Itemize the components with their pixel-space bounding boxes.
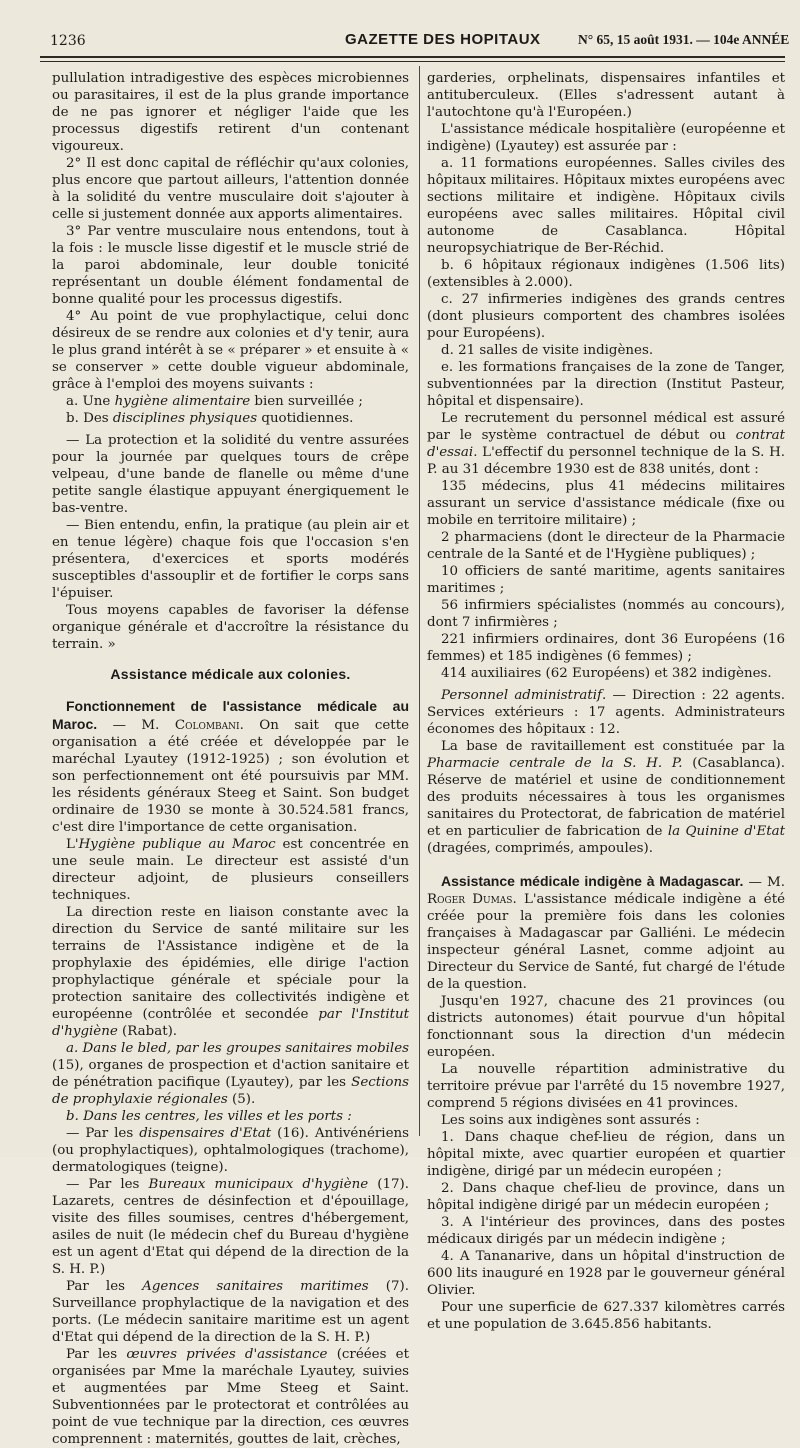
column-divider	[419, 66, 420, 1136]
paragraph: L'Hygiène publique au Maroc est concentrée en une seule main. Le directeur est assisté d'un directeur adjoint, de plusieurs conseillers techniques.	[52, 837, 409, 903]
list-item: c. 27 infirmeries indigènes des grands centres (dont plusieurs comportent des chambres isolées pour Européens).	[427, 292, 785, 341]
list-item: 56 infirmiers spécialistes (nommés au concours), dont 7 infirmières ;	[427, 598, 785, 630]
list-item: 4. A Tananarive, dans un hôpital d'instruction de 600 lits inauguré en 1928 par le gouverneur général Olivier.	[427, 1249, 785, 1298]
paragraph: b. Dans les centres, les villes et les ports :	[66, 1109, 352, 1124]
journal-title: GAZETTE DES HOPITAUX	[345, 31, 541, 48]
list-item: 3. A l'intérieur des provinces, dans des postes médicaux dirigés par un médecin indigène ;	[427, 1215, 785, 1247]
section-title: Assistance médicale aux colonies.	[110, 666, 351, 682]
list-item: 414 auxiliaires (62 Européens) et 382 indigènes.	[441, 666, 772, 681]
article-intro: Assistance médicale indigène à Madagascar. — M. Roger Dumas. L'assistance médicale indigène a été créée pour la première fois dans les colonies françaises à Madagascar par Galliéni. Le médecin inspecteur général Lasnet, comme adjoint au Directeur du Service de Santé, fut chargé de l'étude de la question.	[427, 873, 786, 992]
paragraph: — Par les dispensaires d'Etat (16). Antivénériens (ou prophylactiques), ophtalmologiques (trachome), dermatologiques (teigne).	[52, 1126, 410, 1175]
list-item: b. Des disciplines physiques quotidiennes.	[66, 411, 354, 426]
article-intro: Fonctionnement de l'assistance médicale au Maroc. — M. Colombani. On sait que cette organisation a été créée et développée par le maréchal Lyautey (1912-1925) ; son évolution et son perfectionnement ont été poursuivis par MM. les résidents généraux Steeg et Saint. Son budget ordinaire de 1930 se monte à 30.524.581 francs, c'est dire l'importance de cette organisation.	[52, 698, 409, 835]
list-item: a. Une hygiène alimentaire bien surveillée ;	[66, 394, 363, 409]
list-item: b. 6 hôpitaux régionaux indigènes (1.506 lits) (extensibles à 2.000).	[427, 258, 785, 290]
paragraph: Par les Agences sanitaires maritimes (7). Surveillance prophylactique de la navigation et des ports. (Le médecin sanitaire maritime est un agent d'Etat qui dépend de la direction de la S. H. P.)	[52, 1279, 410, 1345]
paragraph: garderies, orphelinats, dispensaires infantiles et antituberculeux. (Elles s'adressent autant à l'autochtone qu'à l'Européen.)	[427, 71, 785, 120]
issue-info: N° 65, 15 août 1931. — 104e ANNÉE	[578, 32, 790, 47]
paragraph: La direction reste en liaison constante avec la direction du Service de santé militaire sur les terrains de l'Assistance indigène et de la prophylaxie des épidémies, elle dirige l'action prophylactique générale et spéciale pour la protection sanitaire des collectivités indigène et européenne (contrôlée et secondée par l'Institut d'hygiène (Rabat).	[52, 905, 409, 1039]
paragraph: 3° Par ventre musculaire nous entendons, tout à la fois : le muscle lisse digestif et le muscle strié de la paroi abdominale, leur double tonicité représentant un double élément fondamental de bonne qualité pour les processus digestifs.	[52, 224, 409, 307]
paragraph: — Par les Bureaux municipaux d'hygiène (17). Lazarets, centres de désinfection et d'épouillage, visite des filles soumises, centres d'hébergement, asiles de nuit (le médecin chef du Bureau d'hygiène est un agent d'Etat qui dépend de la direction de la S. H. P.)	[52, 1177, 409, 1277]
paragraph: La base de ravitaillement est constituée par la Pharmacie centrale de la S. H. P. (Casablanca). Réserve de matériel et usine de conditionnement des produits nécessaires à tous les organismes sanitaires du Protectorat, de fabrication de matériel et en particulier de fabrication de la Quinine d'Etat (dragées, comprimés, ampoules).	[427, 739, 785, 856]
article-heading: Assistance médicale indigène à Madagascar.	[441, 873, 744, 889]
paragraph: 4° Au point de vue prophylactique, celui donc désireux de se rendre aux colonies et d'y tenir, aura le plus grand intérêt à se « préparer » et ensuite à « se conserver » cette double vigueur abdominale, grâce à l'emploi des moyens suivants :	[52, 309, 409, 392]
paragraph: Jusqu'en 1927, chacune des 21 provinces (ou districts autonomes) était pourvue d'un hôpital fonctionnant sous la direction d'un médecin européen.	[427, 994, 785, 1060]
page-number: 1236	[50, 33, 86, 49]
header-rule-thin	[40, 61, 785, 62]
paragraph: a. Dans le bled, par les groupes sanitaires mobiles (15), organes de prospection et d'action sanitaire et de pénétration pacifique (Lyautey), par les Sections de prophylaxie régionales (5).	[52, 1041, 409, 1107]
list-item: 10 officiers de santé maritime, agents sanitaires maritimes ;	[427, 564, 785, 596]
author-name: Roger Dumas	[427, 892, 513, 907]
page-header	[40, 31, 790, 53]
list-item: 2. Dans chaque chef-lieu de province, dans un hôpital indigène dirigé par un médecin européen ;	[427, 1181, 785, 1213]
paragraph: L'assistance médicale hospitalière (européenne et indigène) (Lyautey) est assurée par :	[427, 122, 785, 154]
paragraph: pullulation intradigestive des espèces microbiennes ou parasitaires, il est de la plus grande importance de ne pas ignorer et négliger l'aide que les processus digestifs retirent d'un contenant vigoureux.	[52, 71, 409, 154]
list-item: 1. Dans chaque chef-lieu de région, dans un hôpital mixte, avec quartier européen et quartier indigène, dirigé par un médecin européen ;	[427, 1130, 785, 1179]
paragraph: — Bien entendu, enfin, la pratique (au plein air et en tenue légère) chaque fois que l'occasion s'en présentera, d'exercices et sports modérés susceptibles d'assouplir et de fortifier le corps sans l'épuiser.	[52, 518, 409, 601]
paragraph: La nouvelle répartition administrative du territoire prévue par l'arrêté du 15 novembre 1927, comprend 5 régions divisées en 41 provinces.	[427, 1062, 785, 1111]
list-item: 221 infirmiers ordinaires, dont 36 Européens (16 femmes) et 185 indigènes (6 femmes) ;	[427, 632, 785, 664]
list-item: 135 médecins, plus 41 médecins militaires assurant un service d'assistance médicale (fixe ou mobile en territoire militaire) ;	[427, 479, 785, 528]
list-item: e. les formations françaises de la zone de Tanger, subventionnées par la direction (Institut Pasteur, hôpital et dispensaire).	[427, 360, 785, 409]
paragraph: Les soins aux indigènes sont assurés :	[441, 1113, 700, 1128]
right-column	[427, 70, 785, 1333]
paragraph: Pour une superficie de 627.337 kilomètres carrés et une population de 3.645.856 habitants.	[427, 1300, 785, 1332]
paragraph: — La protection et la solidité du ventre assurées pour la journée par quelques tours de crêpe velpeau, d'une bande de flanelle ou même d'une petite sangle élastique appuyant énergiquement le bas-ventre.	[52, 433, 409, 516]
author-name: Colombani	[174, 718, 240, 733]
paragraph: Tous moyens capables de favoriser la défense organique générale et d'accroître la résistance du terrain. »	[52, 603, 409, 652]
paragraph: Personnel administratif. — Direction : 22 agents. Services extérieurs : 17 agents. Administrateurs économes des hôpitaux : 12.	[427, 688, 785, 737]
paragraph: Le recrutement du personnel médical est assuré par le système contractuel de début ou contrat d'essai. L'effectif du personnel technique de la S. H. P. au 31 décembre 1930 est de 838 unités, dont :	[427, 411, 785, 477]
list-item: d. 21 salles de visite indigènes.	[441, 343, 654, 358]
list-item: 2 pharmaciens (dont le directeur de la Pharmacie centrale de la Santé et de l'Hygiène publiques) ;	[427, 530, 785, 562]
list-item: a. 11 formations européennes. Salles civiles des hôpitaux militaires. Hôpitaux mixtes européens avec sections militaire et indigène. Hôpitaux civils européens avec salles militaires. Hôpital civil autonome de Casablanca. Hôpital neuropsychiatrique de Ber-Réchid.	[427, 156, 785, 256]
paragraph: 2° Il est donc capital de réfléchir qu'aux colonies, plus encore que partout ailleurs, l'attention donnée à la solidité du ventre musculaire doit s'ajouter à celle si justement donnée aux apports alimentaires.	[52, 156, 409, 222]
header-rule-thick	[40, 56, 785, 58]
left-column	[52, 70, 409, 1448]
article-heading: Fonctionnement de l'assistance médicale au Maroc.	[52, 698, 409, 732]
paragraph: Par les œuvres privées d'assistance (créées et organisées par Mme la maréchale Lyautey, suivies et augmentées par Mme Steeg et Saint. Subventionnées par le protectorat et contrôlées au point de vue technique par la direction, ces œuvres comprennent : maternités, gouttes de lait, crèches,	[52, 1347, 409, 1447]
